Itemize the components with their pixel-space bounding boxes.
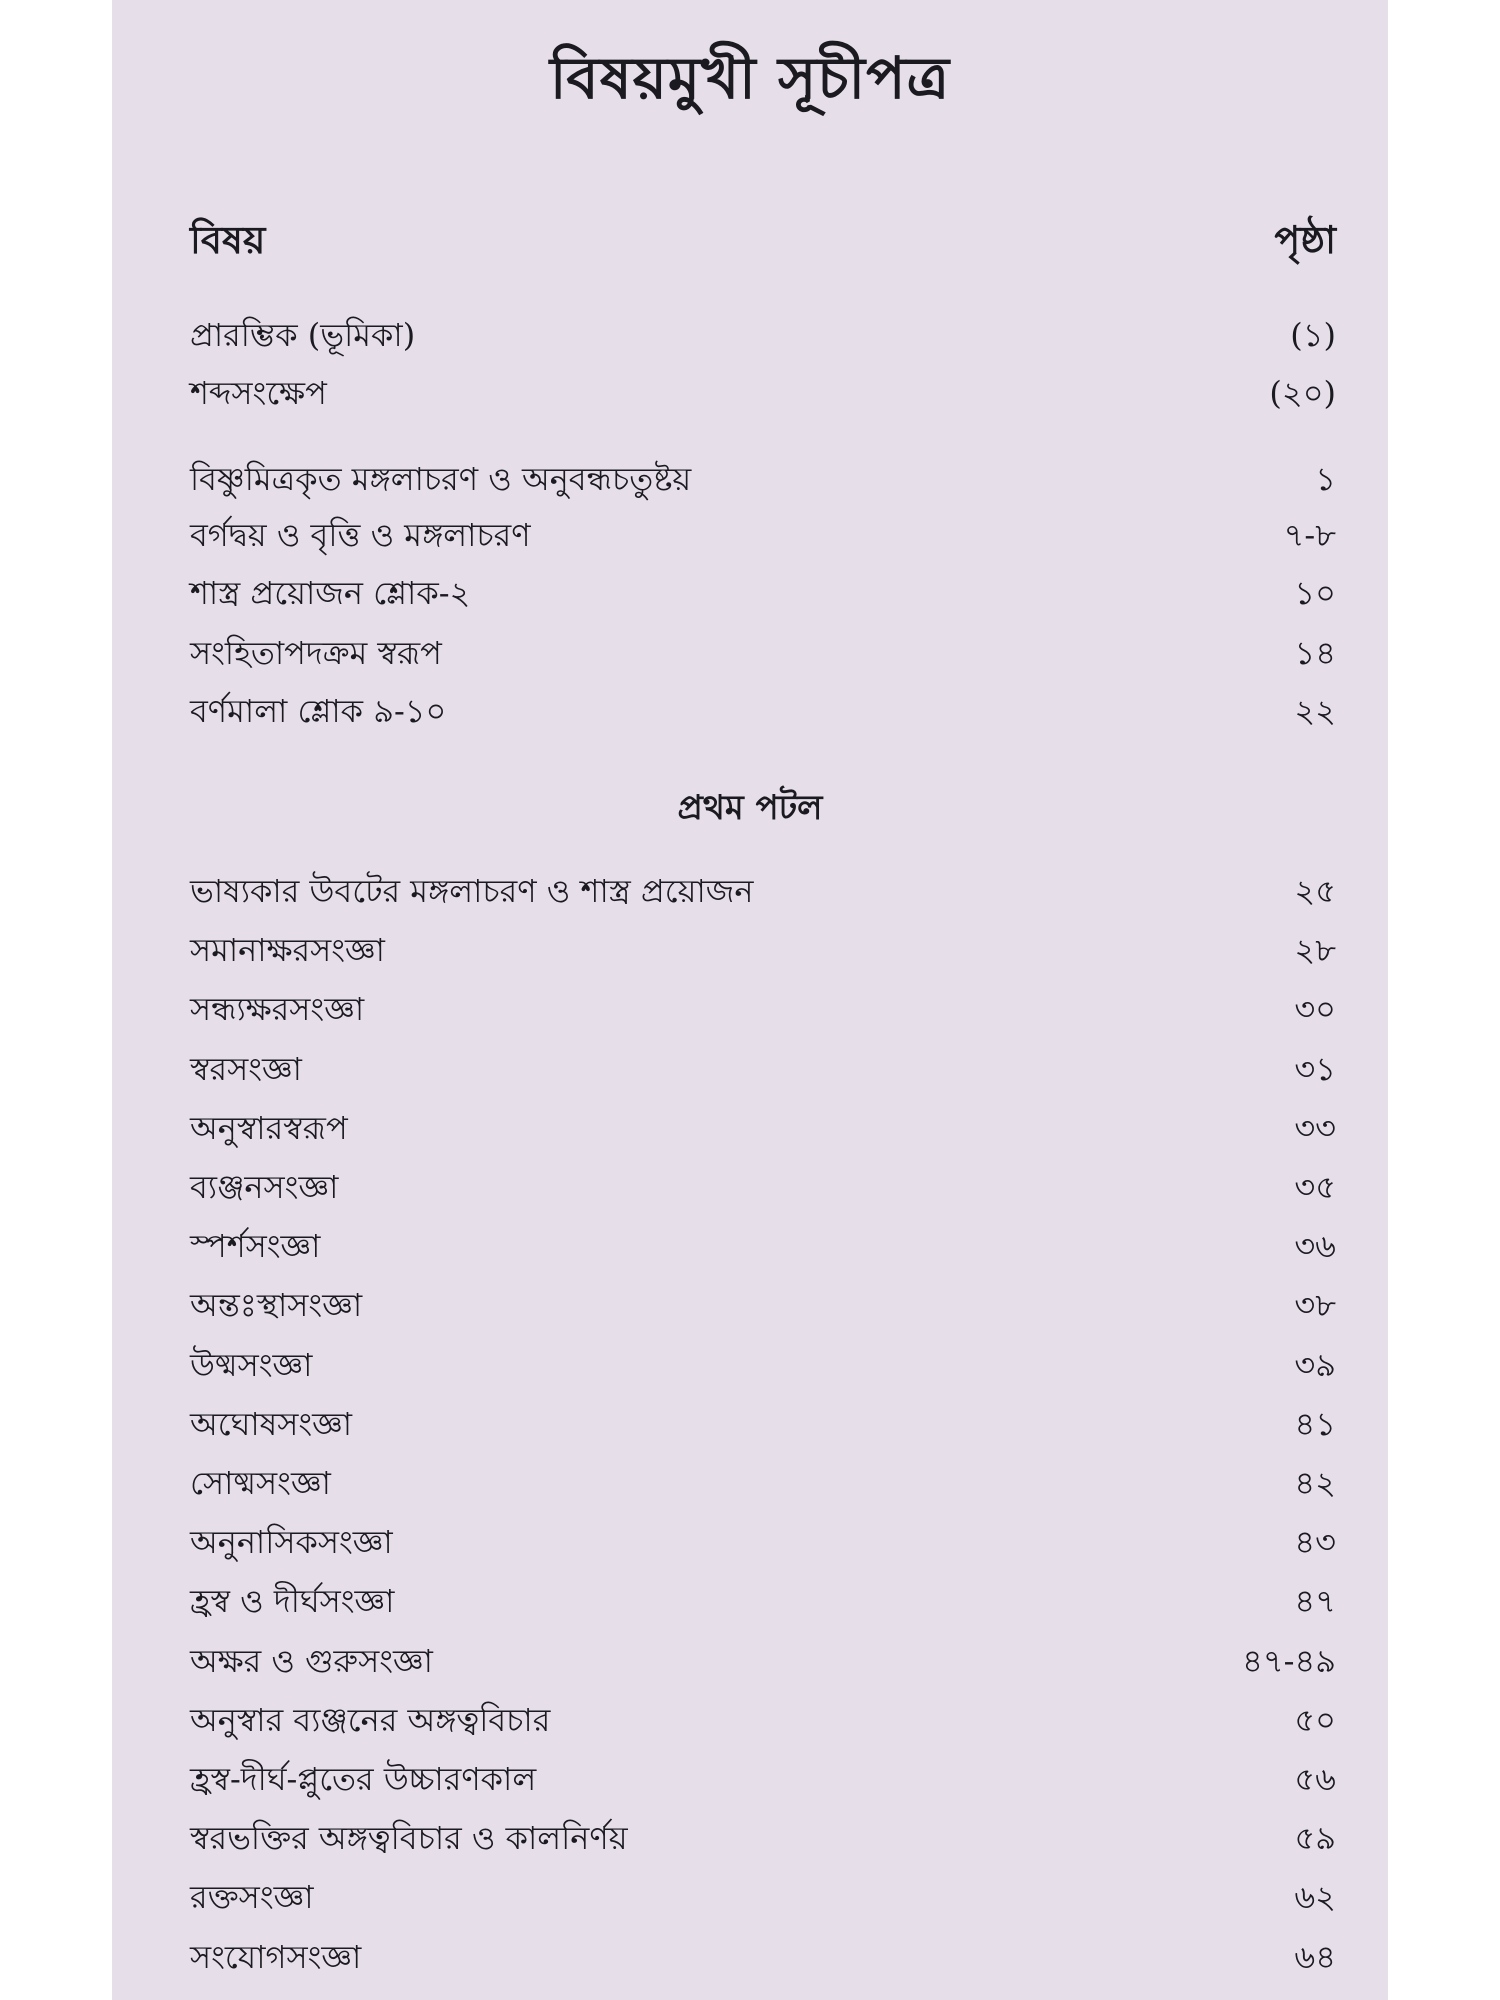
toc-entry: [190, 1101, 1336, 1155]
toc-entry-page: ৩৩: [1294, 1109, 1336, 1147]
toc-entry: [190, 923, 1336, 977]
toc-entry: [190, 1930, 1336, 1984]
toc-entry: [190, 864, 1336, 918]
toc-entry-page: ৪১: [1294, 1405, 1336, 1443]
toc-entry-title: সংহিতাপদক্রম স্বরূপ: [190, 634, 442, 672]
toc-entry-title: ব্যঞ্জনসংজ্ঞা: [190, 1168, 339, 1206]
toc-entry-title: স্বরভক্তির অঙ্গত্ববিচার ও কালনির্ণয়: [190, 1819, 628, 1857]
page-title: বিষয়মুখী সূচীপত্র: [549, 44, 951, 112]
toc-entry-page: ৪৭-৪৯: [1242, 1642, 1336, 1680]
toc-entry-page: ২৫: [1294, 872, 1336, 910]
toc-entry-title: সংযোগসংজ্ঞা: [190, 1938, 362, 1976]
toc-entry-page: ৩৫: [1294, 1168, 1336, 1206]
toc-entry: [190, 1338, 1336, 1392]
toc-entry-page: ৪২: [1294, 1464, 1336, 1502]
toc-entry-page: ৩৯: [1294, 1346, 1336, 1384]
toc-entry: [190, 1456, 1336, 1510]
toc-entry: [190, 684, 1336, 738]
toc-entry: [190, 1752, 1336, 1806]
toc-entry-page: ৩১: [1294, 1050, 1336, 1088]
toc-entry-title: ভাষ্যকার উবটের মঙ্গলাচরণ ও শাস্ত্র প্রয়োজন: [190, 872, 754, 910]
toc-entry-title: হ্রস্ব ও দীর্ঘসংজ্ঞা: [190, 1582, 395, 1620]
toc-entry: [190, 308, 1336, 362]
toc-entry-page: ৫৬: [1294, 1760, 1336, 1798]
toc-entry-title: উষ্মসংজ্ঞা: [190, 1346, 313, 1384]
toc-entry-title: সন্ধ্যক্ষরসংজ্ঞা: [190, 990, 365, 1028]
document-page: [112, 0, 1388, 2000]
toc-entry-page: ৫০: [1294, 1701, 1336, 1739]
toc-entry: [190, 566, 1336, 620]
toc-entry-page: ৭-৮: [1283, 516, 1336, 554]
toc-entry: [190, 1634, 1336, 1688]
toc-entry-title: স্পর্শসংজ্ঞা: [190, 1227, 321, 1265]
toc-entry-title: অনুস্বারস্বরূপ: [190, 1109, 348, 1147]
toc-entry: [190, 452, 1336, 506]
toc-entry-title: অঘোষসংজ্ঞা: [190, 1405, 353, 1443]
toc-entry-title: বিষ্ণুমিত্রকৃত মঙ্গলাচরণ ও অনুবন্ধচতুষ্টয়: [190, 460, 692, 498]
toc-entry-page: (১): [1290, 316, 1336, 354]
toc-entry: [190, 1515, 1336, 1569]
section-heading: প্রথম পটল: [677, 788, 823, 828]
toc-entry-title: শাস্ত্র প্রয়োজন শ্লোক-২: [190, 574, 471, 612]
toc-entries: [190, 0, 1336, 2000]
toc-entry: [190, 1160, 1336, 1214]
toc-entry-title: বর্ণমালা শ্লোক ৯-১০: [190, 692, 447, 730]
toc-entry: [190, 1693, 1336, 1747]
toc-entry-page: ৫৯: [1294, 1819, 1336, 1857]
toc-entry-title: রক্তসংজ্ঞা: [190, 1878, 314, 1916]
toc-entry-page: ৩৬: [1294, 1227, 1336, 1265]
toc-entry-page: ৬৪: [1294, 1938, 1336, 1976]
toc-entry-title: অনুনাসিকসংজ্ঞা: [190, 1523, 393, 1561]
toc-entry-title: সমানাক্ষরসংজ্ঞা: [190, 931, 385, 969]
toc-entry-page: (২০): [1269, 374, 1336, 412]
toc-entry: [190, 982, 1336, 1036]
toc-entry-page: ২৮: [1294, 931, 1336, 969]
toc-entry-page: ১৪: [1294, 634, 1336, 672]
toc-entry-title: শব্দসংক্ষেপ: [190, 374, 327, 412]
toc-entry-title: স্বরসংজ্ঞা: [190, 1050, 302, 1088]
toc-entry: [190, 1811, 1336, 1865]
toc-entry: [190, 626, 1336, 680]
toc-entry-page: ১: [1315, 460, 1336, 498]
toc-entry: [190, 1574, 1336, 1628]
subject-column-header: বিষয়: [190, 217, 266, 262]
toc-entry-title: হ্রস্ব-দীর্ঘ-প্লুতের উচ্চারণকাল: [190, 1760, 537, 1798]
toc-entry-title: প্রারম্ভিক (ভূমিকা): [190, 316, 416, 354]
toc-entry-page: ৪৭: [1294, 1582, 1336, 1620]
toc-entry: [190, 1397, 1336, 1451]
toc-entry-page: ৩০: [1294, 990, 1336, 1028]
toc-entry-page: ৩৮: [1294, 1286, 1336, 1324]
toc-entry: [190, 1042, 1336, 1096]
toc-entry-title: অক্ষর ও গুরুসংজ্ঞা: [190, 1642, 433, 1680]
toc-entry-title: অন্তঃস্থাসংজ্ঞা: [190, 1286, 363, 1324]
toc-entry-page: ২২: [1294, 692, 1336, 730]
toc-entry-page: ১০: [1294, 574, 1336, 612]
toc-entry: [190, 366, 1336, 420]
toc-entry: [190, 1870, 1336, 1924]
toc-entry-page: ৪৩: [1294, 1523, 1336, 1561]
toc-entry-page: ৬২: [1294, 1878, 1336, 1916]
toc-entry: [190, 1219, 1336, 1273]
page-column-header: পৃষ্ঠা: [1274, 217, 1336, 262]
toc-entry-title: সোষ্মসংজ্ঞা: [190, 1464, 331, 1502]
toc-entry-title: অনুস্বার ব্যঞ্জনের অঙ্গত্ববিচার: [190, 1701, 551, 1739]
toc-entry: [190, 1278, 1336, 1332]
toc-entry-title: বর্গদ্বয় ও বৃত্তি ও মঙ্গলাচরণ: [190, 516, 531, 554]
toc-entry: [190, 508, 1336, 562]
